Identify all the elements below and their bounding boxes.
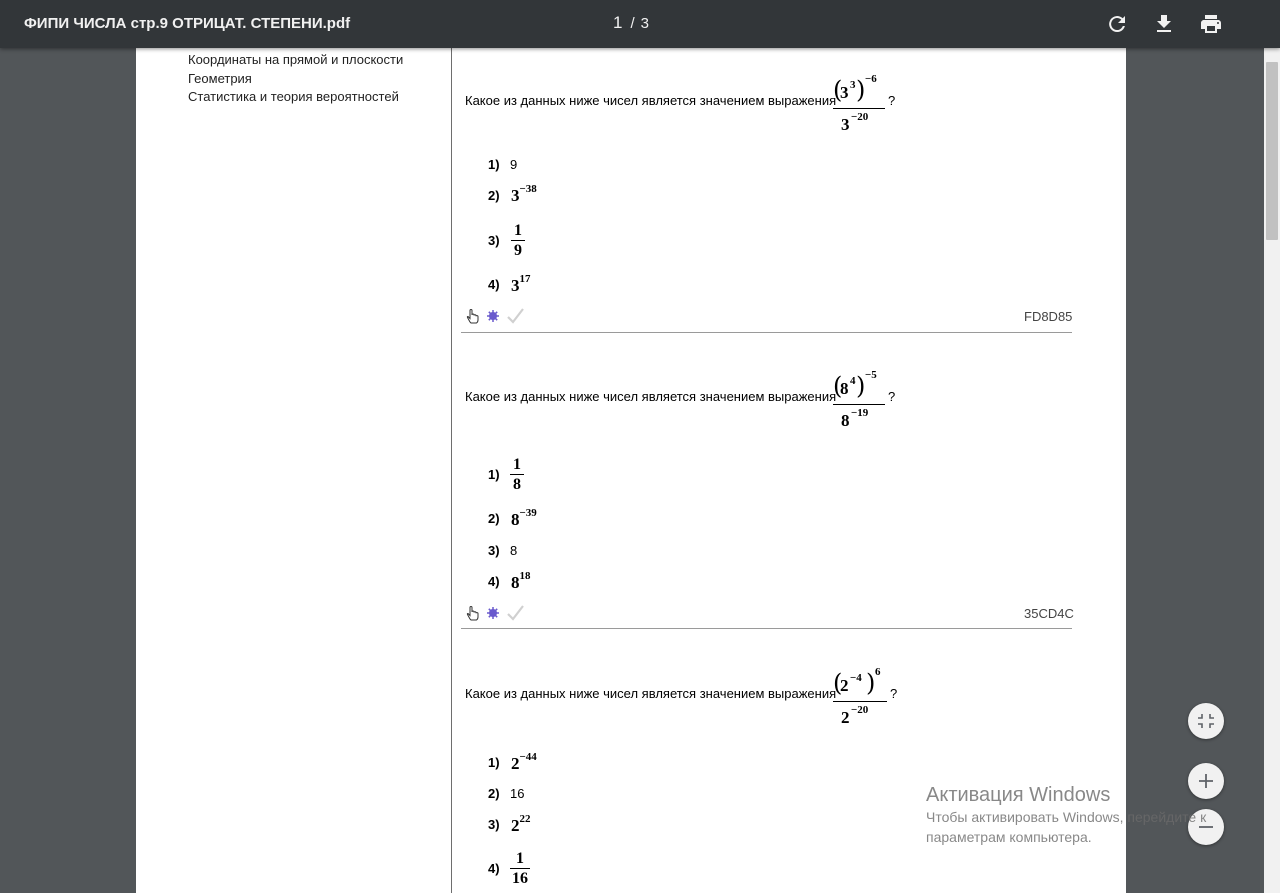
- gear-icon[interactable]: [484, 604, 502, 622]
- document-title: ФИПИ ЧИСЛА стр.9 ОТРИЦАТ. СТЕПЕНИ.pdf: [24, 15, 351, 32]
- question-mark: ?: [888, 93, 896, 108]
- option-number: 2): [488, 786, 500, 801]
- windows-activation-line: параметрам компьютера.: [926, 829, 1092, 845]
- option-number: 3): [488, 233, 500, 248]
- option-number: 3): [488, 543, 500, 558]
- checkmark-icon[interactable]: [506, 307, 524, 325]
- sidebar-link-geometry[interactable]: Геометрия: [188, 71, 252, 86]
- pdf-page: [136, 0, 1126, 893]
- question-expression: ( 8 4 ) −5 8 −19: [833, 368, 885, 430]
- question-mark: ?: [890, 686, 898, 701]
- checkmark-icon[interactable]: [506, 604, 524, 622]
- question-text: Какое из данных ниже чисел является значением выражения: [465, 389, 837, 404]
- question-id: FD8D85: [1024, 309, 1073, 324]
- windows-activation-title: Активация Windows: [926, 784, 1111, 806]
- gear-icon[interactable]: [484, 307, 502, 325]
- option-number: 4): [488, 574, 500, 589]
- option-fraction: 1 16: [512, 850, 528, 887]
- page-separator: /: [630, 15, 635, 32]
- fit-page-icon: [1197, 712, 1215, 730]
- pdf-toolbar: [0, 0, 1280, 48]
- zoom-in-icon: [1197, 772, 1215, 790]
- option-number: 3): [488, 817, 500, 832]
- question-expression: ( 3 3 ) −6 3 −20: [833, 72, 885, 134]
- option-value: 9: [510, 157, 518, 172]
- page-indicator: [613, 13, 649, 33]
- option-power: $8^{18}$: [511, 570, 531, 592]
- print-icon: [1199, 12, 1223, 36]
- question-id: 35CD4C: [1024, 606, 1074, 621]
- hand-pointer-icon[interactable]: [464, 307, 482, 325]
- question-divider: [461, 628, 1072, 629]
- question-divider: [461, 332, 1072, 333]
- option-number: 4): [488, 277, 500, 292]
- current-page-number[interactable]: 1: [613, 13, 623, 32]
- option-power: $3^{17}$: [511, 273, 531, 295]
- total-pages: 3: [640, 15, 649, 32]
- question-text: Какое из данных ниже чисел является значением выражения: [465, 93, 837, 108]
- option-value: 8: [510, 543, 518, 558]
- option-number: 4): [488, 861, 500, 876]
- option-fraction: 1 9: [511, 222, 525, 259]
- option-power: $2^{-44}$: [511, 751, 537, 773]
- column-divider: [451, 0, 452, 893]
- rotate-icon: [1105, 12, 1129, 36]
- sidebar-link-statistics[interactable]: Статистика и теория вероятностей: [188, 89, 399, 104]
- fit-page-button[interactable]: [1188, 703, 1224, 739]
- scrollbar-thumb[interactable]: [1266, 62, 1278, 240]
- sidebar-link-coordinates[interactable]: Координаты на прямой и плоскости: [188, 52, 404, 67]
- rotate-button[interactable]: [1105, 12, 1129, 36]
- option-number: 1): [488, 157, 500, 172]
- download-icon: [1152, 12, 1176, 36]
- question-expression: ( 2 −4 ) 6 2 −20: [833, 665, 887, 727]
- question-text: Какое из данных ниже чисел является значением выражения: [465, 686, 837, 701]
- vertical-scrollbar[interactable]: [1264, 48, 1280, 893]
- zoom-in-button[interactable]: [1188, 763, 1224, 799]
- print-button[interactable]: [1199, 12, 1223, 36]
- option-fraction: 1 8: [510, 456, 524, 493]
- option-number: 1): [488, 467, 500, 482]
- option-power: $8^{-39}$: [511, 507, 537, 529]
- question-actions: [464, 604, 534, 624]
- option-number: 2): [488, 511, 500, 526]
- option-value: 16: [510, 786, 525, 801]
- option-number: 1): [488, 755, 500, 770]
- question-mark: ?: [888, 389, 896, 404]
- option-power: $3^{-38}$: [511, 183, 537, 205]
- option-number: 2): [488, 188, 500, 203]
- download-button[interactable]: [1152, 12, 1176, 36]
- option-power: $2^{22}$: [511, 813, 531, 835]
- windows-activation-line: Чтобы активировать Windows, перейдите к: [926, 809, 1207, 825]
- question-actions: [464, 307, 534, 327]
- hand-pointer-icon[interactable]: [464, 604, 482, 622]
